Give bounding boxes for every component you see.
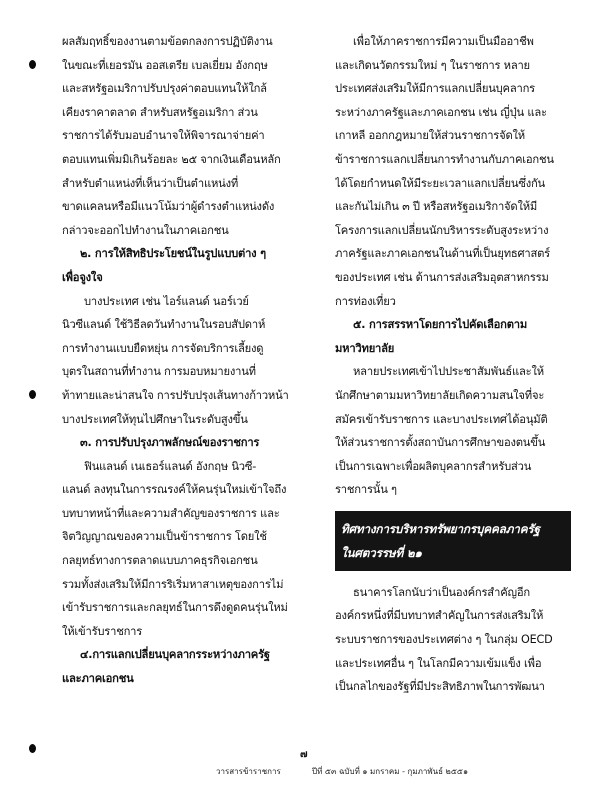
punch-hole-mark <box>29 390 36 399</box>
text-line: การท่องเที่ยว <box>335 294 396 308</box>
text-line: ราชการได้รับมอบอำนาจให้พิจารณาจ่ายค่า <box>62 129 265 143</box>
text-line: เกาหลี ออกกฎหมายให้ส่วนราชการจัดให้ <box>335 129 525 143</box>
text-line: นิวซีแลนด์ ใช้วิธีลดวันทำงานในรอบสัปดาห์ <box>62 318 266 332</box>
text-line: เป็นการเฉพาะเพื่อผลิตบุคลากรสำหรับส่วน <box>335 459 532 473</box>
text-line: สำหรับตำแหน่งที่เห็นว่าเป็นตำแหน่งที่ <box>62 176 239 190</box>
text-line: ธนาคารโลกนับว่าเป็นองค์กรสำคัญอีก <box>353 585 530 599</box>
text-line: กล่าวจะออกไปทำงานในภาคเอกชน <box>62 223 229 237</box>
text-line: บางประเทศ เช่น ไอร์แลนด์ นอร์เวย์ <box>84 294 249 308</box>
text-line: ประเทศส่งเสริมให้มีการแลกเปลี่ยนบุคลากร <box>335 82 535 96</box>
text-line: การทำงานแบบยืดหยุ่น การจัดบริการเลี้ยงดู <box>62 341 264 355</box>
section-heading-banner <box>335 511 571 571</box>
page-number: ๗ <box>300 749 308 760</box>
text-line: จิตวิญญาณของความเป็นข้าราชการ โดยใช้ <box>62 530 267 544</box>
text-line: เข้ารับราชการและกลยุทธ์ในการดึงดูดคนรุ่นใหม่ <box>62 601 288 615</box>
text-line: ๕. การสรรหาโดยการไปคัดเลือกตาม <box>353 318 528 332</box>
text-line: และภาคเอกชน <box>62 672 134 686</box>
text-line: กลยุทธ์ทางการตลาดแบบภาคธุรกิจเอกชน <box>62 554 258 568</box>
text-line: บางประเทศให้ทุนไปศึกษาในระดับสูงขึ้น <box>62 412 248 426</box>
text-line: เพื่อจูงใจ <box>62 270 103 284</box>
text-line: ๔.การแลกเปลี่ยนบุคลากรระหว่างภาครัฐ <box>80 648 270 662</box>
text-line: ได้โดยกำหนดให้มีระยะเวลาแลกเปลี่ยนซึ่งกัน <box>335 176 546 190</box>
punch-hole-mark <box>29 744 36 753</box>
text-line: และเกิดนวัตกรรมใหม่ ๆ ในราชการ หลาย <box>335 58 530 72</box>
text-line: เคียงราคาตลาด สำหรับสหรัฐอเมริกา ส่วน <box>62 105 258 119</box>
text-line: สมัครเข้ารับราชการ และบางประเทศได้อนุมัติ <box>335 412 548 426</box>
text-line: ข้าราชการแลกเปลี่ยนการทำงานกับภาคเอกชน <box>335 152 554 166</box>
text-line: ของประเทศ เช่น ด้านการส่งเสริมอุตสาหกรรม <box>335 270 549 284</box>
text-line: ภาครัฐและภาคเอกชนในด้านที่เป็นยุทธศาสตร์ <box>335 247 550 261</box>
text-line: หลายประเทศเข้าไปประชาสัมพันธ์และให้ <box>353 365 544 379</box>
text-line: มหาวิทยาลัย <box>335 341 395 355</box>
text-line: และกันไม่เกิน ๓ ปี หรือสหรัฐอเมริกาจัดให้มี <box>335 200 538 214</box>
text-line: ราชการนั้น ๆ <box>335 483 397 497</box>
section-heading-line-1: ทิศทางการบริหารทรัพยากรบุคคลภาครัฐ <box>341 521 540 536</box>
footer-issue-info: ปีที่ ๕๓ ฉบับที่ ๑ มกราคม - กุมภาพันธ์ ๒๕๕๑ <box>312 767 469 776</box>
text-line: แลนด์ ลงทุนในการรณรงค์ให้คนรุ่นใหม่เข้าใจถึง <box>62 483 287 497</box>
right-column <box>335 30 571 699</box>
punch-hole-mark <box>29 60 36 69</box>
text-line: บทบาทหน้าที่และความสำคัญของราชการ และ <box>62 506 280 520</box>
text-line: ขาดแคลนหรือมีแนวโน้มว่าผู้ดำรงตำแหน่งดัง <box>62 200 275 214</box>
text-line: ให้ส่วนราชการตั้งสถาบันการศึกษาของตนขึ้น <box>335 436 546 450</box>
footer-journal-name: วารสารข้าราชการ <box>216 767 281 776</box>
text-line: ในขณะที่เยอรมัน ออสเตรีย เบลเยี่ยม อังกฤษ <box>62 58 268 72</box>
text-line: องค์กรหนึ่งที่มีบทบาทสำคัญในการส่งเสริมให้ <box>335 609 544 623</box>
text-line: ระหว่างภาครัฐและภาคเอกชน เช่น ญี่ปุ่น และ <box>335 105 547 119</box>
text-line: ฟินแลนด์ เนเธอร์แลนด์ อังกฤษ นิวซี- <box>84 459 257 473</box>
text-line: โครงการแลกเปลี่ยนนักบริหารระดับสูงระหว่าง <box>335 223 549 237</box>
text-line: นักศึกษาตามมหาวิทยาลัยเกิดความสนใจที่จะ <box>335 388 545 402</box>
right-column-bottom-text <box>335 581 571 699</box>
text-line: รวมทั้งส่งเสริมให้มีการริเริ่มหาสาเหตุของการไม่ <box>62 577 284 591</box>
text-line: ตอบแทนเพิ่มมิเกินร้อยละ ๒๕ จากเงินเดือนหลัก <box>62 152 281 166</box>
text-line: ๓. การปรับปรุงภาพลักษณ์ของราชการ <box>80 436 260 450</box>
text-line: และประเทศอื่น ๆ ในโลกมีความเข้มแข็ง เพื่อ <box>335 656 542 670</box>
text-line: ให้เข้ารับราชการ <box>62 624 143 638</box>
text-line: ระบบราชการของประเทศต่าง ๆ ในกลุ่ม OECD <box>335 633 553 647</box>
text-line: บุตรในสถานที่ทำงาน การมอบหมายงานที่ <box>62 365 256 379</box>
text-line: ๒. การให้สิทธิประโยชน์ในรูปแบบต่าง ๆ <box>80 247 266 261</box>
text-line: เพื่อให้ภาคราชการมีความเป็นมืออาชีพ <box>353 35 534 48</box>
text-line: และสหรัฐอเมริกาปรับปรุงค่าตอบแทนให้ใกล้ <box>62 82 267 96</box>
text-line: เป็นกลไกของรัฐที่มีประสิทธิภาพในการพัฒนา <box>335 680 545 694</box>
section-heading-line-2: ในศตวรรษที่ ๒๑ <box>341 545 422 560</box>
text-line: ท้าทายและน่าสนใจ การปรับปรุงเส้นทางก้าวหน้า <box>62 388 289 402</box>
text-line: ผลสัมฤทธิ์ของงานตามข้อตกลงการปฏิบัติงาน <box>62 35 273 48</box>
left-column <box>62 30 298 691</box>
right-column-top-text <box>335 30 571 502</box>
